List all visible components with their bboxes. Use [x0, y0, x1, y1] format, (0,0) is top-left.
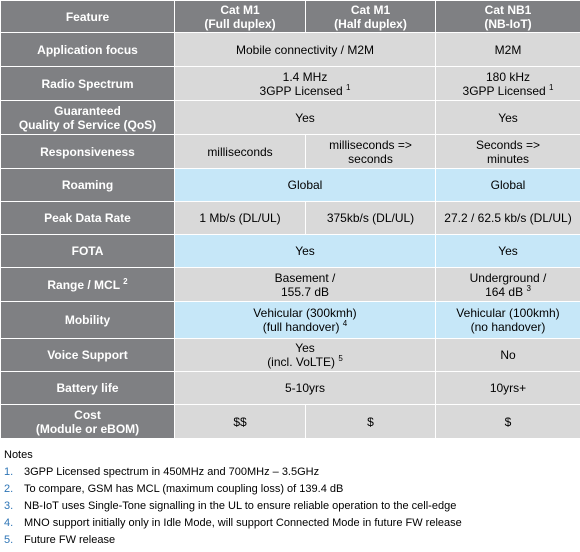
table-row: [1, 67, 580, 101]
note-number: 5.: [4, 534, 14, 546]
feature-cost: Cost (Module or eBOM): [1, 405, 175, 439]
header-nb1: Cat NB1 (NB-IoT): [436, 1, 580, 33]
table-row: [1, 135, 580, 169]
feature-range-mcl: Range / MCL $^2$: [1, 268, 175, 302]
full-peak-data-rate: 1 Mb/s (DL/UL): [175, 202, 306, 235]
notes-list: [4, 464, 576, 549]
header-catm1-half: Cat M1 (Half duplex): [306, 1, 436, 33]
catm1-roaming: Global: [175, 169, 436, 202]
half-responsiveness: milliseconds => seconds: [306, 135, 436, 169]
list-item: [4, 515, 576, 532]
catm1-application-focus: Mobile connectivity / M2M: [175, 33, 436, 67]
table-row: [1, 101, 580, 135]
half-cost: $: [306, 405, 436, 439]
header-feature: Feature: [1, 1, 175, 33]
table-row: [1, 268, 580, 302]
feature-fota: FOTA: [1, 235, 175, 268]
catm1-fota: Yes: [175, 235, 436, 268]
table-row: [1, 339, 580, 372]
table-row: [1, 372, 580, 405]
note-text: 3GPP Licensed spectrum in 450MHz and 700MHz – 3.5GHz: [24, 466, 320, 478]
notes-title: Notes: [4, 449, 33, 461]
table-header-row: [1, 1, 580, 33]
feature-peak-data-rate: Peak Data Rate: [1, 202, 175, 235]
feature-responsiveness: Responsiveness: [1, 135, 175, 169]
feature-mobility: Mobility: [1, 302, 175, 339]
feature-qos: Guaranteed Quality of Service (QoS): [1, 101, 175, 135]
nb1-peak-data-rate: 27.2 / 62.5 kb/s (DL/UL): [436, 202, 580, 235]
note-number: 3.: [4, 500, 14, 512]
table-row: [1, 202, 580, 235]
catm1-battery-life: 5-10yrs: [175, 372, 436, 405]
notes-section: [4, 447, 576, 549]
feature-battery-life: Battery life: [1, 372, 175, 405]
nb1-voice-support: No: [436, 339, 580, 372]
header-catm1-full: Cat M1 (Full duplex): [175, 1, 306, 33]
list-item: [4, 464, 576, 481]
nb1-roaming: Global: [436, 169, 580, 202]
note-text: MNO support initially only in Idle Mode, will support Connected Mode in future FW release: [24, 517, 462, 529]
table-row: [1, 33, 580, 67]
catm1-qos: Yes: [175, 101, 436, 135]
note-text: To compare, GSM has MCL (maximum coupling loss) of 139.4 dB: [24, 483, 344, 495]
table-row: [1, 405, 580, 439]
feature-application-focus: Application focus: [1, 33, 175, 67]
note-number: 1.: [4, 466, 14, 478]
list-item: [4, 498, 576, 515]
table-row: [1, 235, 580, 268]
feature-roaming: Roaming: [1, 169, 175, 202]
nb1-cost: $: [436, 405, 580, 439]
note-number: 4.: [4, 517, 14, 529]
list-item: [4, 481, 576, 498]
table-row: [1, 169, 580, 202]
list-item: [4, 532, 576, 549]
full-responsiveness: milliseconds: [175, 135, 306, 169]
feature-voice-support: Voice Support: [1, 339, 175, 372]
feature-radio-spectrum: Radio Spectrum: [1, 67, 175, 101]
nb1-mobility: Vehicular (100kmh) (no handover): [436, 302, 580, 339]
catm1-mobility: Vehicular (300kmh) (full handover) $^4$: [175, 302, 436, 339]
full-cost: $$: [175, 405, 306, 439]
note-text: Future FW release: [24, 534, 116, 546]
nb1-radio-spectrum: 180 kHz 3GPP Licensed $^1$: [436, 67, 580, 101]
nb1-battery-life: 10yrs+: [436, 372, 580, 405]
catm1-range-mcl: Basement / 155.7 dB: [175, 268, 436, 302]
nb1-responsiveness: Seconds => minutes: [436, 135, 580, 169]
catm1-voice-support: Yes (incl. VoLTE) $^5$: [175, 339, 436, 372]
nb1-application-focus: M2M: [436, 33, 580, 67]
nb1-range-mcl: Underground / 164 dB $^3$: [436, 268, 580, 302]
nb1-qos: Yes: [436, 101, 580, 135]
nb1-fota: Yes: [436, 235, 580, 268]
note-number: 2.: [4, 483, 14, 495]
half-peak-data-rate: 375kb/s (DL/UL): [306, 202, 436, 235]
table-row: [1, 302, 580, 339]
catm1-radio-spectrum: 1.4 MHz 3GPP Licensed $^1$: [175, 67, 436, 101]
note-text: NB-IoT uses Single-Tone signalling in the UL to ensure reliable operation to the cell-edge: [24, 500, 457, 512]
